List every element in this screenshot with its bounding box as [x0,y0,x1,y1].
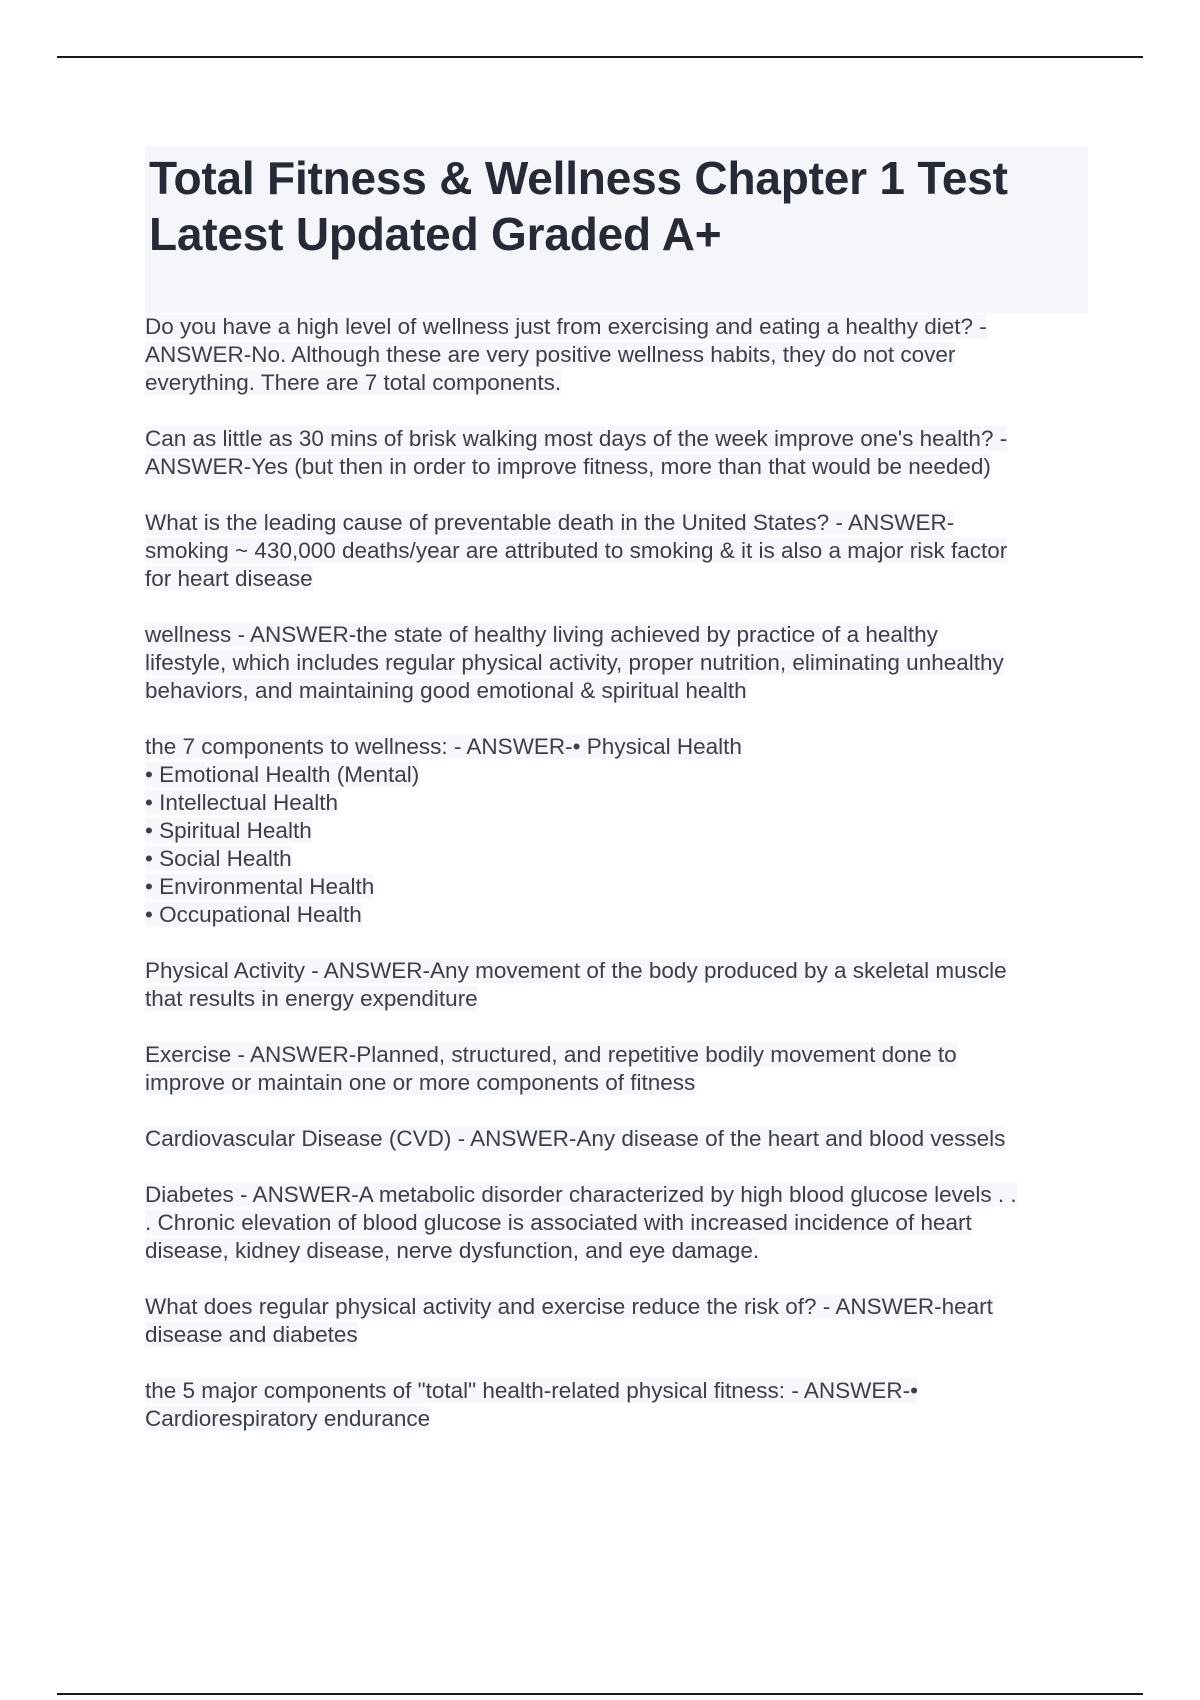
qa-entry-text: Physical Activity - ANSWER-Any movement of the body produced by a skeletal muscle [145,958,1007,983]
qa-entry-line [145,313,1095,341]
qa-entry-text: What does regular physical activity and exercise reduce the risk of? - ANSWER-heart [145,1294,993,1319]
qa-entry-text: Exercise - ANSWER-Planned, structured, and repetitive bodily movement done to [145,1042,957,1067]
qa-entry-line [145,1293,1095,1321]
qa-entry-text: wellness - ANSWER-the state of healthy living achieved by practice of a healthy [145,622,938,647]
qa-entry-line [145,425,1095,453]
qa-entry-line [145,1125,1095,1153]
qa-entry-text: Can as little as 30 mins of brisk walking most days of the week improve one's health? - [145,426,1008,451]
qa-entry [145,313,1095,397]
qa-entry-text: for heart disease [145,566,313,591]
qa-entry-line [145,649,1095,677]
qa-entry-text: behaviors, and maintaining good emotional & spiritual health [145,678,747,703]
title-block [145,146,1088,313]
qa-entry-line [145,845,1095,873]
footer-rule [57,1693,1143,1695]
qa-entry-line [145,1237,1095,1265]
qa-entry-line [145,957,1095,985]
qa-entry-line [145,1377,1095,1405]
qa-entry-text: ANSWER-Yes (but then in order to improve fitness, more than that would be needed) [145,454,991,479]
qa-entry-text: that results in energy expenditure [145,986,478,1011]
qa-entry [145,425,1095,481]
header-rule [57,56,1143,58]
qa-entry-line [145,901,1095,929]
qa-entry-text: improve or maintain one or more components of fitness [145,1070,696,1095]
qa-entry-line [145,1041,1095,1069]
qa-entry [145,1293,1095,1349]
qa-entry-text: • Occupational Health [145,902,362,927]
qa-entry-line [145,565,1095,593]
qa-entry-line [145,1209,1095,1237]
qa-entry-text: smoking ~ 430,000 deaths/year are attributed to smoking & it is also a major risk factor [145,538,1008,563]
qa-entry-line [145,873,1095,901]
qa-entry-text: ANSWER-No. Although these are very positive wellness habits, they do not cover [145,342,956,367]
qa-entry [145,509,1095,593]
qa-entry-text: What is the leading cause of preventable death in the United States? - ANSWER- [145,510,955,535]
qa-entry-line [145,453,1095,481]
qa-entry-text: . Chronic elevation of blood glucose is associated with increased incidence of heart [145,1210,972,1235]
qa-entry-line [145,1181,1095,1209]
qa-entry-text: • Spiritual Health [145,818,312,843]
qa-entry-line [145,733,1095,761]
qa-entry-text: Cardiovascular Disease (CVD) - ANSWER-Any disease of the heart and blood vessels [145,1126,1006,1151]
qa-entry [145,957,1095,1013]
qa-entry [145,1377,1095,1433]
qa-entry-text: Cardiorespiratory endurance [145,1406,431,1431]
qa-entry-text: lifestyle, which includes regular physical activity, proper nutrition, eliminating unhealthy [145,650,1004,675]
qa-entry-text: Diabetes - ANSWER-A metabolic disorder characterized by high blood glucose levels . . [145,1182,1017,1207]
qa-entry-text: • Social Health [145,846,292,871]
qa-entry-line [145,817,1095,845]
qa-entry-text: the 5 major components of "total" health-related physical fitness: - ANSWER-• [145,1378,918,1403]
qa-entry-line [145,369,1095,397]
qa-entry-text: disease and diabetes [145,1322,358,1347]
qa-entry-line [145,677,1095,705]
qa-entry-text: • Emotional Health (Mental) [145,762,420,787]
qa-entry-text: everything. There are 7 total components. [145,370,562,395]
qa-entry [145,1125,1095,1153]
qa-entry-line [145,509,1095,537]
qa-entry-line [145,341,1095,369]
qa-entry-line [145,1069,1095,1097]
qa-entry-text: • Intellectual Health [145,790,338,815]
qa-entry [145,621,1095,705]
qa-entry-text: • Environmental Health [145,874,375,899]
qa-entry-line [145,1321,1095,1349]
qa-entry [145,733,1095,929]
qa-entry-line [145,789,1095,817]
qa-entry-text: disease, kidney disease, nerve dysfunction, and eye damage. [145,1238,760,1263]
qa-list [145,313,1095,1461]
qa-entry-text: Do you have a high level of wellness just from exercising and eating a healthy diet? - [145,314,987,339]
qa-entry-line [145,621,1095,649]
qa-entry-line [145,537,1095,565]
page-title-line-2: Latest Updated Graded A+ [149,208,722,260]
qa-entry-line [145,985,1095,1013]
page-title-line-1: Total Fitness & Wellness Chapter 1 Test [149,152,1008,204]
qa-entry [145,1181,1095,1265]
qa-entry [145,1041,1095,1097]
qa-entry-line [145,1405,1095,1433]
qa-entry-text: the 7 components to wellness: - ANSWER-• Physical Health [145,734,742,759]
qa-entry-line [145,761,1095,789]
